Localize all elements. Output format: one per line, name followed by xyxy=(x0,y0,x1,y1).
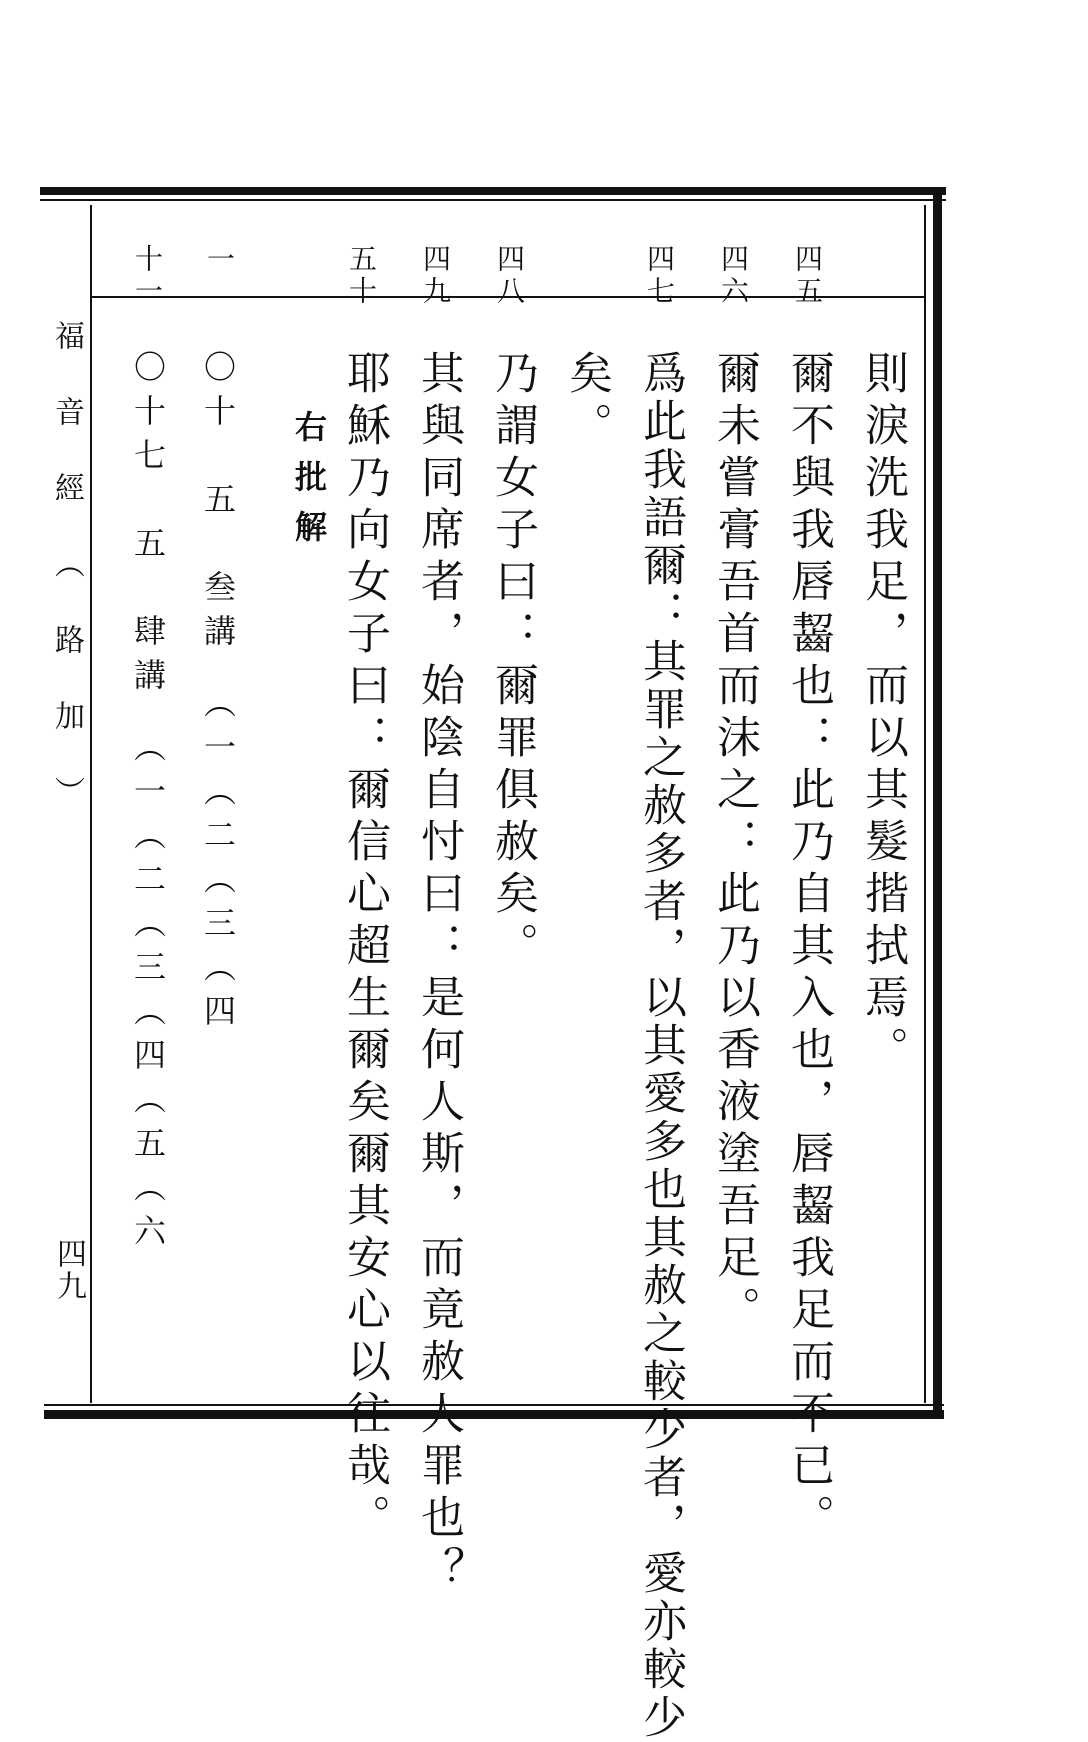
verse-number: 四五 xyxy=(791,244,824,308)
schedule-column: 〇十七 五 肆講 （一（二（三（四（五（六 xyxy=(129,350,167,1258)
verse-text-column: 爾未嘗膏吾首而沫之：此乃以香液塗吾足。 xyxy=(709,350,760,1338)
top-thin-rule xyxy=(40,199,946,201)
verse-number: 四九 xyxy=(419,244,452,308)
verse-text-column: 爲此我語爾：其罪之赦多者，以其愛多也其赦之較少者，愛亦較少 xyxy=(635,350,686,1742)
verse-number: 四八 xyxy=(493,244,526,308)
schedule-column: 〇十 五 叁講 （一（二（三（四 xyxy=(199,350,237,1038)
verse-number: 一 xyxy=(203,244,236,276)
right-border-thin xyxy=(924,205,926,1403)
right-border-thick xyxy=(933,195,942,1413)
verse-text-column: 耶穌乃向女子曰：爾信心超生爾矣爾其安心以往哉。 xyxy=(339,350,390,1546)
left-margin-rule xyxy=(90,205,92,1403)
verse-number: 四七 xyxy=(643,244,676,308)
verse-number: 四六 xyxy=(717,244,750,308)
verse-text-column: 乃謂女子曰：爾罪俱赦矣。 xyxy=(487,350,538,974)
verse-text-column: 爾不與我唇齧也：此乃自其入也，唇齧我足而不已。 xyxy=(783,350,834,1546)
verse-text-column: 矣。 xyxy=(561,350,612,454)
running-title: 福音經（路加） xyxy=(49,320,84,852)
verse-number: 五十 xyxy=(345,244,378,308)
verse-text-column: 其與同席者，始陰自忖曰：是何人斯，而竟赦人罪也？ xyxy=(413,350,464,1598)
page-number: 四九 xyxy=(51,1238,86,1302)
verse-number: 十一 xyxy=(131,244,164,308)
schedule-heading: 右批解 xyxy=(290,410,328,560)
top-double-rule xyxy=(40,187,946,195)
verse-text-column: 則淚洗我足，而以其髮揩拭焉。 xyxy=(857,350,908,1078)
